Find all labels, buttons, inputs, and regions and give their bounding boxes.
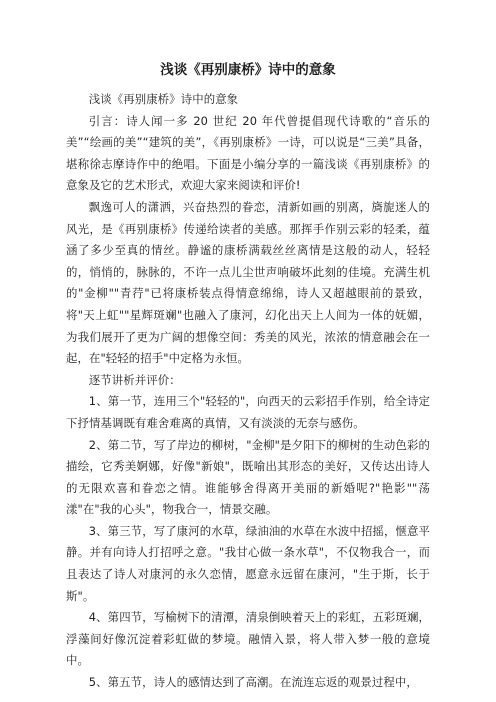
paragraph-section-label: 逐节讲析并评价： [88,372,181,387]
document-title: 浅谈《再别康桥》诗中的意象 [160,62,336,78]
paragraph-stanza-3: 3、第三节，写了康河的水草，绿油油的水草在水波中招摇，惬意平静。并有向诗人打招呼之意。"我甘心做一条水草"，不仅物我合一，而且表达了诗人对康河的永久恋情，愿意永远留在康河，"生于斯，长于斯"。 [66,523,430,603]
paragraph-overview: 飘逸可人的潇洒，兴奋热烈的眷恋，清新如画的别离，旖旎迷人的风光，是《再别康桥》传递给读者的美感。那挥手作别云彩的轻柔，蕴涵了多少至真的情丝。静谧的康桥满载丝丝离情是这般的动人，轻轻的，悄悄的，脉脉的，不许一点儿尘世声响破坏此刻的佳境。充满生机的"金柳""青荇"已将康桥装点得情意绵绵，诗人又超越眼前的景致，将"天上虹""星辉斑斓"也融入了康河，幻化出天上人间为一体的妩媚，为我们展开了更为广阔的想像空间：秀美的风光，浓浓的情意融会在一起，在"轻轻的招手"中定格为永恒。 [66,199,430,366]
paragraph-intro: 引言：诗人闻一多 20 世纪 20 年代曾提倡现代诗歌的“音乐的美”“绘画的美”“建筑的美”，《再别康桥》一诗，可以说是“三美”具备，堪称徐志摩诗作中的绝唱。下面是小编分享的一篇浅谈《再别康桥》的意象及它的艺术形式，欢迎大家来阅读和评价! [66,113,430,193]
paragraph-stanza-2: 2、第二节，写了岸边的柳树，"金柳"是夕阳下的柳树的生动色彩的描绘，它秀美婀娜，好像"新娘"，既喻出其形态的美好，又传达出诗人的无限欢喜和眷恋之情。谁能够舍得离开美丽的新婚呢?"艳影""荡漾"在"我的心头"，物我合一，情景交融。 [66,437,430,517]
paragraph-stanza-5: 5、第五节，诗人的感情达到了高潮。在流连忘返的观景过程中， [88,675,418,690]
paragraph-stanza-1: 1、第一节，连用三个"轻轻的"，向西天的云彩招手作别，给全诗定下抒情基调既有难舍难离的真情，又有淡淡的无奈与感伤。 [66,394,430,430]
paragraph-stanza-4: 4、第四节，写榆树下的清潭，清泉倒映着天上的彩虹，五彩斑斓，浮藻间好像沉淀着彩虹做的梦境。融情入景，将人带入梦一般的意境中。 [66,610,430,668]
paragraph-heading: 浅谈《再别康桥》诗中的意象 [88,92,239,106]
